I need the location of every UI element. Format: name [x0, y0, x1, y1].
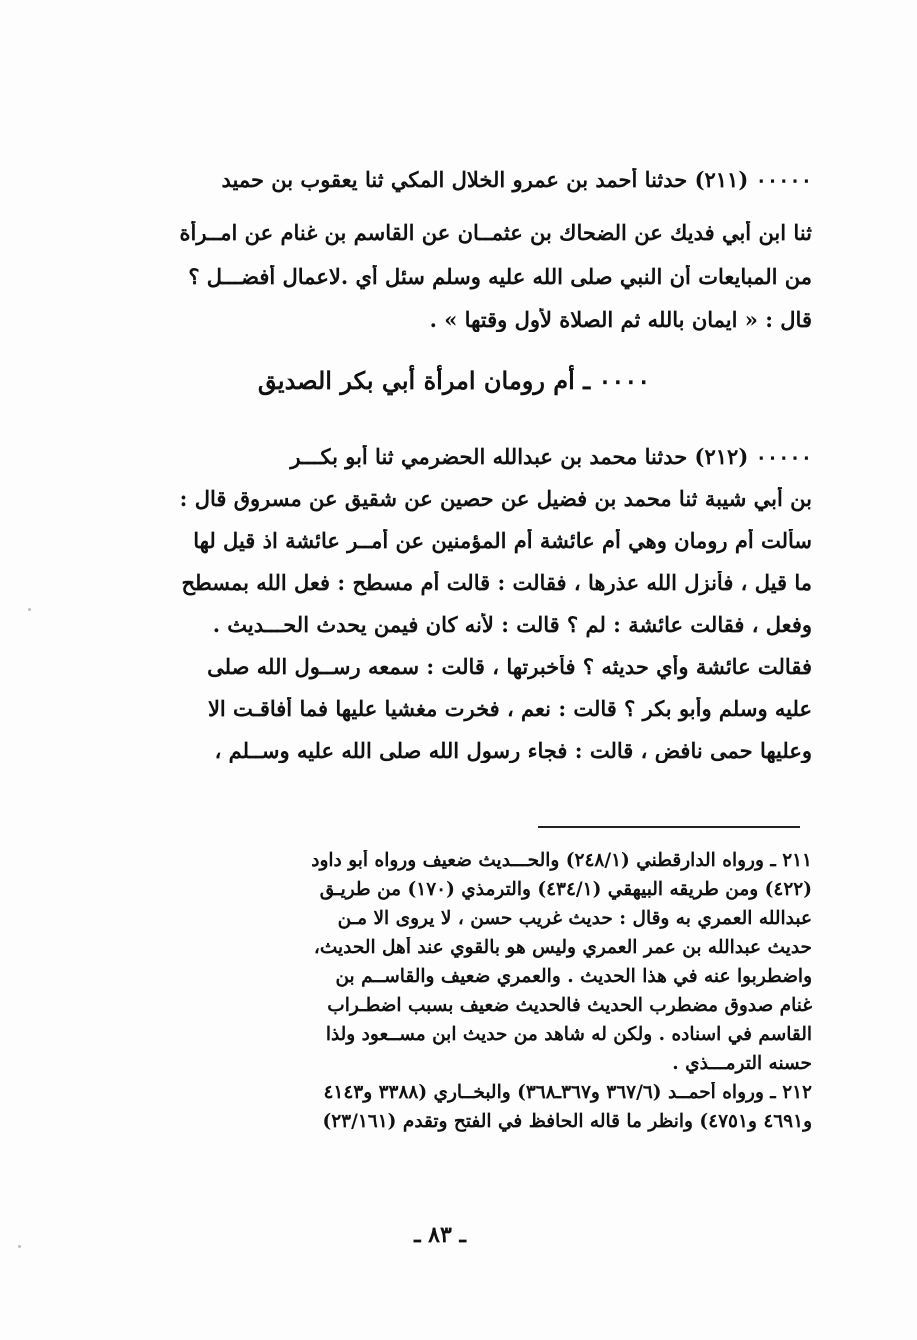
footnotes: [96, 850, 812, 1133]
footnote-line: عبدالله العمري به وقال : حديث غريب حسن ، لا يروى الا مـن: [337, 908, 812, 929]
footnote-line: ٢١١ ـ ورواه الدارقطني (٢٤٨/١) والحـــديث ضعيف ورواه أبو داود: [311, 850, 812, 871]
footnote-line: حديث عبدالله بن عمر العمري وليس هو بالقوي عند أهل الحديث،: [313, 937, 812, 958]
text-line: وعليها حمى نافض ، قالت : فجاء رسول الله صلى الله عليه وســلم ،: [214, 739, 812, 763]
text-line: ثنا ابن أبي فديك عن الضحاك بن عثمــان عن القاسم بن غنام عن امــرأة: [179, 221, 812, 245]
text-line: فقالت عائشة وأي حديثه ؟ فأخبرتها ، قالت : سمعه رســول الله صلى: [207, 655, 812, 679]
footnote-line: واضطربوا عنه في هذا الحديث . والعمري ضعيف والقاســم بن: [335, 966, 812, 987]
text-line: ما قيل ، فأنزل الله عذرها ، فقالت : قالت أم مسطح : فعل الله بمسطح: [181, 571, 812, 595]
section-heading: ٠٠٠٠ ـ أم رومان امرأة أبي بكر الصديق: [257, 366, 651, 395]
footnote-line: حسنه الترمـــذي .: [672, 1053, 812, 1074]
text-line: قال : « ايمان بالله ثم الصلاة لأول وقتها » .: [429, 308, 812, 332]
hadith-211: [96, 168, 812, 332]
text-line: سألت أم رومان وهي أم عائشة أم المؤمنين عن أمــر عائشة اذ قيل لها: [193, 529, 812, 553]
hadith-212: [96, 445, 812, 763]
scan-speck: [18, 1245, 21, 1248]
footnote-line: (٤٢٢) ومن طريقه البيهقي (٤٣٤/١) والترمذي (١٧٠) من طريـق: [319, 879, 812, 900]
footnote-line: غنام صدوق مضطرب الحديث فالحديث ضعيف بسبب اضطـراب: [327, 995, 812, 1016]
text-line: من المبايعات أن النبي صلى الله عليه وسلم سئل أي .لاعمال أفضـــل ؟: [188, 265, 812, 289]
text-line: بن أبي شيبة ثنا محمد بن فضيل عن حصين عن شقيق عن مسروق قال :: [179, 487, 812, 511]
footnote-divider: [538, 826, 800, 828]
footnote-line: و٤٦٩١ و٤٧٥١) وانظر ما قاله الحافظ في الفتح وتقدم (٢٣/١٦١): [322, 1111, 812, 1132]
text-line: ٠٠٠٠٠ (٢١١) حدثنا أحمد بن عمرو الخلال المكي ثنا يعقوب بن حميد: [221, 168, 812, 192]
scan-speck: [28, 608, 31, 611]
text-line: ٠٠٠٠٠ (٢١٢) حدثنا محمد بن عبدالله الحضرمي ثنا أبو بكـــر: [290, 445, 812, 469]
footnote-line: القاسم في اسناده . ولكن له شاهد من حديث ابن مســعود ولذا: [325, 1024, 812, 1045]
page-number: ـ ٨٣ ـ: [414, 1222, 466, 1248]
text-line: عليه وسلم وأبو بكر ؟ قالت : نعم ، فخرت مغشيا عليها فما أفاقـت الا: [207, 697, 812, 721]
footnote-line: ٢١٢ ـ ورواه أحمــد (٣٦٧/٦ و٣٦٧ـ٣٦٨) والبخــاري (٣٣٨٨ و٤١٤٣: [323, 1082, 812, 1103]
text-line: وفعل ، فقالت عائشة : لم ؟ قالت : لأنه كان فيمن يحدث الحـــديث .: [212, 613, 812, 637]
